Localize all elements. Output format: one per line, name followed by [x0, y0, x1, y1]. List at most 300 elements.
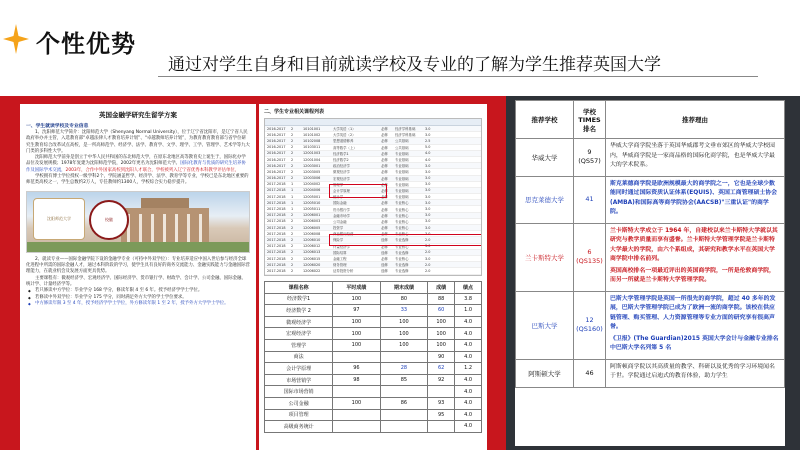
scores-cell: 微观经济学: [265, 316, 333, 328]
transcript-cell: 2017-2018: [267, 194, 286, 199]
campus-column: [199, 214, 202, 244]
transcript-cell: 必修: [381, 219, 388, 224]
transcript-cell: 3.0: [425, 213, 431, 218]
transcript-cell: 2: [291, 151, 294, 156]
history-highlight-red: 2003年，合作中外国家高校到沈阳人才联合，学校被列入辽宁省优秀本科教学评估单位，: [65, 167, 240, 173]
transcript-cell: 12006001: [303, 213, 321, 218]
scores-header-cell: 绩点: [455, 282, 482, 294]
transcript-cell: 2016-2017: [267, 151, 286, 156]
campus-column: [163, 214, 166, 244]
scores-cell: 经济数学1: [265, 293, 333, 305]
scores-cell: 96: [333, 363, 381, 375]
transcript-cell: 2: [291, 176, 294, 181]
transcript-cell: 2: [291, 262, 294, 267]
transcript-cell: 必修: [381, 232, 388, 237]
transcript-cell: 公司金融: [333, 219, 347, 224]
transcript-cell: 10103011: [303, 145, 321, 150]
university-seal: 校徽: [89, 200, 129, 240]
times-rank: 6: [587, 248, 592, 256]
doc-paragraph-scale: 学校拥有博士学位授权一级学科2个，学院涵盖哲学、经济学、法学、教育学等专业，学校已是东北地区重要的师范类高校之一，学生总数约2万人，专任教师约1300人，学校综合实力稳步提升。: [26, 174, 249, 186]
scores-cell: 100: [333, 339, 381, 351]
scores-cell: 4.0: [455, 374, 482, 386]
scores-cell: 3.8: [455, 293, 482, 305]
transcript-cell: 必修: [381, 127, 388, 132]
transcript-cell: 2016-2017: [267, 157, 286, 162]
transcript-cell: 2016-2017: [267, 126, 286, 131]
study-plan-document: [20, 104, 256, 450]
transcript-cell: 大学英语（2）: [333, 133, 356, 138]
scores-cell: [333, 386, 381, 398]
transcript-cell: 3.0: [425, 207, 431, 212]
degree-option: ◆ 中方修读年限 3 至 4 年，授予经济学学士学位，外方修读年限 1 至 2 年，授予外方大学学士学位。: [26, 301, 250, 307]
transcript-cell: 12001003: [303, 151, 321, 156]
transcript-cell: 3.0: [425, 200, 431, 205]
transcript-cell: 2: [291, 268, 294, 273]
scores-cell: [333, 421, 381, 433]
transcript-cell: 2016-2017: [267, 169, 286, 174]
history-highlight-blue: 国际化教育与优质的研究生培养协作及国际学术交流，: [26, 161, 246, 173]
transcript-cell: 2.0: [425, 268, 431, 273]
header-school: 推荐学校: [516, 101, 574, 139]
university-ranking-table: [515, 100, 785, 446]
reason-paragraph: 兰卡斯特大学成立于 1964 年，自建校以来兰卡斯特大学就以其研究与教学质量而享有盛誉。兰卡斯特大学管理学院是兰卡斯特大学最大的学院，由六个系组成，其研究和教学水平在英国大学商学院中排名前列。: [610, 227, 778, 262]
scores-row: [265, 339, 482, 351]
transcript-cell: 3.0: [425, 244, 431, 249]
transcript-cell: 2: [291, 256, 294, 261]
transcript-cell: 证券投资分析: [333, 269, 354, 274]
transcript-cell: 公共基础: [395, 145, 409, 150]
transcript-cell: 12003006: [303, 176, 321, 181]
campus-column: [175, 214, 178, 244]
qs-rank: (QS135): [576, 257, 603, 265]
campus-column: [139, 214, 142, 244]
degree-options-list: [26, 288, 250, 307]
scores-cell: 高级商务统计: [265, 421, 333, 433]
scores-cell: 100: [428, 339, 455, 351]
transcript-cell: 12006013: [303, 250, 321, 255]
transcript-cell: 12006005: [303, 225, 321, 230]
transcript-cell: 2017-2018: [267, 182, 286, 187]
transcript-cell: 3.0: [425, 176, 431, 181]
transcript-cell: 必修: [381, 188, 388, 193]
scores-cell: 1.2: [455, 363, 482, 375]
scores-cell: 80: [380, 293, 428, 305]
transcript-cell: 必修: [381, 257, 388, 262]
ranking-header-row: [516, 101, 785, 139]
subtitle-prefix: 通过对学生自身和目前就读学校及专业的了解为学生: [168, 55, 559, 75]
doc-section-heading: 一、学生就读学校及专业信息: [26, 124, 89, 129]
transcript-cell: 12006003: [303, 219, 321, 224]
degree-option: ◆ 若只修读中方学位：毕业学分 168 学分，修读年限 4 至 6 年。授予经济学学士学位。: [26, 288, 250, 294]
transcript-cell: 专业基础: [395, 176, 409, 181]
transcript-cell: 微观经济学: [333, 170, 350, 175]
school-rank: [574, 291, 606, 359]
scores-cell: [380, 409, 428, 421]
transcript-cell: 选修: [381, 269, 388, 274]
transcript-cell: 2017-2018: [267, 268, 286, 273]
scores-cell: 100: [380, 339, 428, 351]
reason-paragraph: 《卫报》(The Guardian)2015 英国大学会计与金融专业排名中巴斯大学名列第 5 名: [610, 335, 779, 351]
header-rank: 学校 TIMES 排名: [574, 101, 606, 139]
scores-cell: 100: [428, 328, 455, 340]
transcript-cell: 2: [291, 213, 294, 218]
scores-header-cell: 成绩: [428, 282, 455, 294]
scores-row: [265, 305, 482, 317]
transcript-cell: 4.0: [425, 151, 431, 156]
transcript-cell: 2017-2018: [267, 219, 286, 224]
transcript-cell: 2: [291, 157, 294, 162]
transcript-cell: 2017-2018: [267, 200, 286, 205]
transcript-cell: 12003005: [303, 169, 321, 174]
scores-cell: [333, 351, 381, 363]
transcript-cell: 财务管理: [333, 263, 347, 268]
qs-rank: (QS57): [578, 157, 601, 166]
transcript-cell: 2: [291, 225, 294, 230]
transcript-cell: 专业选修: [395, 269, 409, 274]
scores-cell: [380, 386, 428, 398]
transcript-cell: 2: [291, 132, 294, 137]
transcript-cell: 2016-2017: [267, 145, 286, 150]
doc-paragraph-school-intro: 1、沈阳师范大学简介：沈阳师范大学（Shenyang Normal University），位于辽宁省沈阳市，是辽宁省人民政府举办并主管，入选教育部“卓越法律人才教育培养计划”、“卓越教师培养计划”，为教育教育教育部与省学位研究生教育综合改革试点高校，是一所高师范学、经济学、法学、教育学、文学、理学、工学、管理学、艺术学等九大门类的多科性大学。: [26, 130, 250, 154]
school-rank: [574, 176, 606, 223]
transcript-cell: 3.0: [425, 169, 431, 174]
transcript-cell: 3.0: [425, 126, 431, 131]
transcript-cell: 国际金融: [333, 201, 347, 206]
scores-cell: 62: [428, 363, 455, 375]
scores-cell: 100: [333, 397, 381, 409]
transcript-cell: 3.0: [425, 219, 431, 224]
scores-header-cell: 期末成绩: [380, 282, 428, 294]
transcript-cell: 必修: [381, 176, 388, 181]
transcript-cell: 专业选修: [395, 238, 409, 243]
campus-photo: [26, 191, 250, 253]
transcript-cell: 2.0: [425, 250, 431, 255]
scores-cell: 95: [428, 409, 455, 421]
history-text: 沈阳师范大学前身是创立于中华人民共和国的东北师范大学，在原东北地区高等教育史上诞生于，国际化办学品位及发展规模；1978年复建为沈阳师范学院，2002年更名为沈阳师范大学。: [26, 155, 246, 167]
times-rank: 12: [585, 316, 594, 324]
transcript-cell: 2: [291, 126, 294, 131]
transcript-cell: 12003001: [303, 163, 321, 168]
course-list-heading: 二、学生专业相关课程列表: [264, 109, 325, 115]
recommendation-reason: [606, 223, 785, 291]
transcript-cell: 2017-2018: [267, 244, 286, 249]
transcript-cell: 金融工程: [333, 257, 347, 262]
page-subtitle: [168, 50, 661, 75]
scores-header-cell: 平时成绩: [333, 282, 381, 294]
scores-cell: 4.0: [455, 316, 482, 328]
transcript-cell: 专业核心: [395, 201, 409, 206]
transcript-cell: 专业基础: [395, 158, 409, 163]
transcript-cell: 统计学: [333, 195, 344, 200]
transcript-cell: 3.0: [425, 194, 431, 199]
transcript-cell: 经济数学2: [333, 158, 349, 163]
scores-cell: 100: [333, 316, 381, 328]
scores-cell: [333, 409, 381, 421]
scores-cell: 1.0: [455, 305, 482, 317]
transcript-cell: 2016-2017: [267, 163, 286, 168]
transcript-cell: 4.0: [425, 157, 431, 162]
course-list-document: [259, 104, 487, 450]
recommendation-reason: [606, 291, 785, 359]
transcript-cell: 公共基础: [395, 139, 409, 144]
transcript-cell: 2017-2018: [267, 213, 286, 218]
transcript-cell: 2017-2018: [267, 225, 286, 230]
transcript-cell: 12005011: [303, 207, 321, 212]
transcript-cell: 1: [291, 194, 294, 199]
transcript-cell: 必修: [381, 133, 388, 138]
transcript-cell: 12004002: [303, 182, 321, 187]
scores-table: [264, 281, 482, 433]
ranking-row: [516, 359, 785, 387]
transcript-cell: 2017-2018: [267, 256, 286, 261]
scores-cell: 85: [380, 374, 428, 386]
doc-title: 英国金融学研究生留学方案: [99, 111, 177, 119]
transcript-cell: 政治经济学: [333, 164, 350, 169]
transcript-cell: 2: [291, 231, 294, 236]
transcript-cell: 专业核心: [395, 226, 409, 231]
scores-cell: 86: [380, 397, 428, 409]
transcript-cell: 2.0: [425, 262, 431, 267]
campus-lawn: [27, 242, 249, 252]
scores-cell: 4.0: [455, 397, 482, 409]
reason-paragraph: 阿斯顿商学院以其高质量的教学、科研以及优秀的学习环境闻名于世。学院通过启迪式的教育体验，助力学生: [610, 363, 775, 379]
subtitle-emphasis: 推荐英国大学: [559, 55, 661, 75]
recommendation-reason: [606, 139, 785, 177]
scores-cell: [380, 421, 428, 433]
transcript-cell: 必修: [381, 213, 388, 218]
transcript-cell: 3.0: [425, 163, 431, 168]
scores-cell: 33: [380, 305, 428, 317]
ranking-row: [516, 223, 785, 291]
subtitle-underline: [158, 76, 758, 77]
transcript-cell: 2: [291, 219, 294, 224]
transcript-cell: 12006020: [303, 262, 321, 267]
doc-paragraph-major: 2、就读专业——国际金融学院下设的金融学专业（可持中外双学位）：专业培养适应中国入世后参与经济全球化进程中所需的国际金融人才，通过本科阶段的学习，使学生具有良好的商务交流能力、金融实践能力与金融国际营理能力，在就业机会及发展方面更具优势。: [26, 256, 250, 275]
scores-cell: 100: [333, 293, 381, 305]
transcript-cell: 3.0: [425, 225, 431, 230]
scores-cell: 4.0: [455, 351, 482, 363]
scores-body: [265, 293, 482, 432]
transcript-cell: 1: [291, 200, 294, 205]
transcript-cell: 必修: [381, 151, 388, 156]
scores-row: [265, 409, 482, 421]
ranking-body: [516, 139, 785, 388]
transcript-cell: 3.0: [425, 188, 431, 193]
scores-row: [265, 397, 482, 409]
ranking-row: [516, 139, 785, 177]
transcript-cell: 1: [291, 188, 294, 193]
transcript-cell: 专业选修: [395, 250, 409, 255]
school-name: 兰卡斯特大学: [516, 223, 574, 291]
scores-cell: 60: [428, 305, 455, 317]
scores-cell: 市场营销学: [265, 374, 333, 386]
transcript-cell: 2017-2018: [267, 207, 286, 212]
transcript-cell: 大学英语（1）: [333, 127, 356, 132]
scores-cell: 经济数学 2: [265, 305, 333, 317]
times-rank: 46: [585, 368, 594, 377]
transcript-cell: 2017-2018: [267, 188, 286, 193]
transcript-cell: 必修: [381, 226, 388, 231]
school-name: 巴斯大学: [516, 291, 574, 359]
scores-cell: 商法: [265, 351, 333, 363]
scores-cell: 97: [333, 305, 381, 317]
transcript-cell: 必修: [381, 201, 388, 206]
transcript-cell: 3.0: [425, 132, 431, 137]
header-reason: 推荐理由: [606, 101, 785, 139]
reason-paragraph: 华威大学商学院坐落于英国华威郡考文垂市郊区的华威大学校园内，华威商学院是一家商品格的国际化商学院，也是华威大学最大的学术院系。: [610, 143, 775, 168]
degree-option: ◆ 若修读中外双学位：毕业学分 175 学分，同时满足外方大学的学士学位要求。: [26, 295, 250, 301]
transcript-cell: 经济学科基础: [395, 133, 416, 138]
scores-cell: 93: [428, 397, 455, 409]
transcript-cell: 必修: [381, 145, 388, 150]
scores-row: [265, 316, 482, 328]
scores-header-cell: 课程名称: [265, 282, 333, 294]
transcript-cell: 高等数学（上）: [333, 145, 357, 150]
transcript-cell: 2016-2017: [267, 138, 286, 143]
transcript-cell: 必修: [381, 164, 388, 169]
school-name: 阿斯顿大学: [516, 359, 574, 387]
transcript-cell: 12006022: [303, 268, 321, 273]
transcript-cell: 10101001: [303, 126, 321, 131]
scores-cell: 4.0: [455, 421, 482, 433]
transcript-cell: 1: [291, 207, 294, 212]
scores-cell: 28: [380, 363, 428, 375]
scores-row: [265, 351, 482, 363]
scores-cell: 国际市场营销: [265, 386, 333, 398]
scores-cell: 4.0: [455, 386, 482, 398]
scores-row: [265, 386, 482, 398]
transcript-cell: 必修: [381, 207, 388, 212]
reason-paragraph: 巴斯大学管理学院是英国一所很先的商学院，超过 40 多年的发展，巴斯大学管理学院已成为了欧洲一流的商学院。该校在供应链管理、购买管理、人力资源管理等专业方面的研究享有很高声誉。: [610, 295, 776, 330]
scores-cell: 管理学: [265, 339, 333, 351]
scores-row: [265, 421, 482, 433]
recommendation-reason: [606, 359, 785, 387]
scores-row: [265, 328, 482, 340]
transcript-cell: 2: [291, 138, 294, 143]
transcript-cell: 2: [291, 244, 294, 249]
transcript-cell: 2017-2018: [267, 262, 286, 267]
transcript-cell: 2: [291, 169, 294, 174]
transcript-cell: 专业核心: [395, 219, 409, 224]
scores-cell: [428, 421, 455, 433]
scores-cell: 公司金融: [265, 397, 333, 409]
scores-header-row: [265, 282, 482, 294]
ranking-row: [516, 291, 785, 359]
qs-rank: (QS160): [576, 325, 603, 333]
transcript-cell: 经济数学1: [333, 151, 349, 156]
transcript-cell: 12006010: [303, 237, 321, 242]
transcript-highlight-box: [329, 184, 387, 198]
transcript-cell: 计量经济学: [333, 244, 350, 249]
transcript-cell: 3.0: [425, 256, 431, 261]
school-rank: [574, 359, 606, 387]
scores-cell: 100: [380, 316, 428, 328]
transcript-cell: 12006015: [303, 256, 321, 261]
scores-cell: 98: [333, 374, 381, 386]
transcript-cell: 专业选修: [395, 263, 409, 268]
scores-row: [265, 374, 482, 386]
reason-paragraph: 英国高校排名一项最近评出的英国商学院，一所是伦敦商学院，而另一所就是兰卡斯特大学管理学院。: [610, 267, 775, 283]
scores-cell: 4.0: [455, 409, 482, 421]
reason-paragraph: 斯克莱德商学院是欧洲规模最大的商学院之一，它也是全球少数能同时通过国际资质认证体系(EQUIS)、英国工商管理硕士协会(AMBA)和国际高等商学院协会(AACSB)"三重认证"的商学院。: [610, 180, 778, 215]
school-name: 思克莱德大学: [516, 176, 574, 223]
transcript-cell: 2.5: [425, 138, 431, 143]
scores-cell: 92: [428, 374, 455, 386]
transcript-cell: 会计学原理: [333, 188, 350, 193]
transcript-cell: 2017-2018: [267, 231, 286, 236]
recommendation-reason: [606, 176, 785, 223]
transcript-cell: 12005010: [303, 200, 321, 205]
transcript-cell: 选修: [381, 238, 388, 243]
transcript-cell: 2017-2018: [267, 237, 286, 242]
transcript-cell: 金融市场学: [333, 213, 350, 218]
sparkle-accent-icon: [3, 24, 29, 54]
scores-cell: 4.0: [455, 339, 482, 351]
transcript-rows: [265, 126, 481, 275]
transcript-cell: 专业基础: [395, 170, 409, 175]
transcript-cell: 经济学科基础: [395, 127, 416, 132]
times-rank: 9: [587, 148, 592, 157]
scores-cell: [428, 386, 455, 398]
transcript-cell: 货币银行学: [333, 207, 350, 212]
scores-cell: 100: [428, 316, 455, 328]
transcript-cell: 宏观经济学: [333, 176, 350, 181]
transcript-cell: 2016-2017: [267, 132, 286, 137]
page-title: 个性优势: [36, 30, 136, 58]
transcript-cell: 专业核心: [395, 257, 409, 262]
university-logo: 沈阳师范大学: [33, 198, 85, 240]
scores-cell: 项目管理: [265, 409, 333, 421]
transcript-cell: 12005001: [303, 194, 321, 199]
transcript-cell: 必修: [381, 139, 388, 144]
transcript-cell: 专业核心: [395, 207, 409, 212]
transcript-cell: 3.0: [425, 182, 431, 187]
transcript-cell: 12006012: [303, 244, 321, 249]
scores-cell: 100: [333, 328, 381, 340]
transcript-cell: 3.0: [425, 231, 431, 236]
campus-column: [151, 214, 154, 244]
transcript-cell: 2: [291, 250, 294, 255]
ranking-table: [515, 100, 785, 388]
transcript-cell: 选修: [381, 263, 388, 268]
scores-cell: 90: [428, 351, 455, 363]
transcript-cell: 2017-2018: [267, 250, 286, 255]
transcript-cell: 选修: [381, 250, 388, 255]
transcript-cell: 2016-2017: [267, 176, 286, 181]
scores-cell: 88: [428, 293, 455, 305]
transcript-cell: 专业核心: [395, 232, 409, 237]
transcript-cell: 10102008: [303, 138, 321, 143]
scores-cell: 100: [380, 328, 428, 340]
transcript-cell: 5.0: [425, 145, 431, 150]
transcript-cell: 保险学: [333, 238, 344, 243]
transcript-cell: 10101002: [303, 132, 321, 137]
transcript-cell: 2: [291, 145, 294, 150]
transcript-cell: 12004006: [303, 188, 321, 193]
transcript-cell: 必修: [381, 244, 388, 249]
transcript-cell: 12001004: [303, 157, 321, 162]
school-name: 华威大学: [516, 139, 574, 177]
transcript-row: [265, 268, 481, 274]
transcript-cell: 商业银行经营: [333, 232, 354, 237]
transcript-cell: 必修: [381, 170, 388, 175]
transcript-cell: 国际结算: [333, 250, 347, 255]
doc-paragraph-courses: 主要课程有：微观经济学、宏观经济学、国际经济学、货币银行学、财政学、会计学、公司金融、国际金融、统计学、计量经济学等。: [26, 275, 246, 287]
school-rank: [574, 223, 606, 291]
ranking-row: [516, 176, 785, 223]
school-rank: [574, 139, 606, 177]
scores-row: [265, 363, 482, 375]
